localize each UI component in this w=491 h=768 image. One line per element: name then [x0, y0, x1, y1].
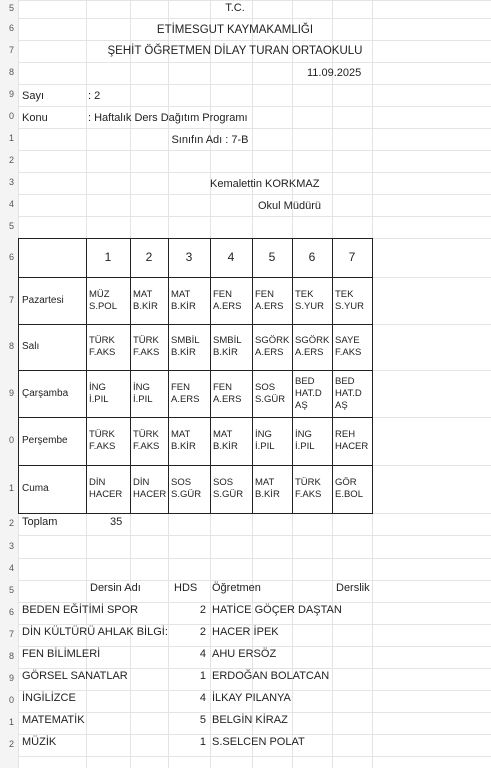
- period-number: 6: [308, 250, 316, 264]
- course-teacher: AHU ERSÖZ: [212, 648, 277, 660]
- lesson-cell[interactable]: [89, 477, 122, 501]
- lesson-cell[interactable]: [89, 429, 115, 453]
- lesson-text: F.AKS: [133, 441, 160, 452]
- lesson-text: MÜZ: [89, 288, 110, 300]
- lesson-text: TÜRK: [133, 429, 159, 440]
- row-number: 6: [8, 251, 14, 262]
- lesson-text: DİN: [133, 477, 150, 488]
- row-number: 9: [8, 89, 14, 99]
- table-border-h: [18, 465, 373, 466]
- lesson-text: S.POL: [89, 300, 117, 312]
- row-number: 8: [8, 67, 14, 77]
- lesson-text: İ.PIL: [89, 393, 109, 405]
- lesson-text: AŞ: [335, 399, 348, 411]
- lesson-text: HAT.D: [335, 387, 362, 399]
- lesson-text: MAT: [171, 429, 191, 440]
- gridline-h: [18, 624, 491, 625]
- lesson-cell[interactable]: [213, 477, 243, 501]
- lesson-cell[interactable]: [255, 382, 285, 406]
- lesson-text: FEN: [255, 288, 274, 300]
- period-number: 7: [348, 250, 356, 264]
- lesson-cell[interactable]: [171, 382, 200, 406]
- row-number: 2: [8, 518, 14, 528]
- gridline-h: [18, 558, 491, 559]
- lesson-text: S.GÜR: [213, 489, 244, 500]
- row-number: 0: [8, 695, 14, 705]
- lesson-text: FEN: [171, 381, 190, 393]
- lesson-text: SOS: [171, 477, 192, 488]
- lesson-cell[interactable]: [171, 477, 201, 501]
- table-border-h: [18, 513, 373, 514]
- lesson-text: B.KİR: [171, 441, 196, 452]
- course-hours: 2: [199, 604, 206, 616]
- header-school: ŞEHİT ÖĞRETMEN DİLAY TURAN ORTAOKULU: [107, 45, 363, 57]
- lesson-cell[interactable]: [255, 335, 289, 359]
- lesson-cell[interactable]: [295, 376, 322, 412]
- lesson-cell[interactable]: [213, 335, 242, 359]
- lesson-cell[interactable]: [171, 289, 196, 313]
- lesson-text: F.AKS: [89, 347, 116, 358]
- lesson-text: A.ERS: [213, 300, 242, 312]
- row-number: 6: [8, 607, 14, 617]
- konu-value: : Haftalık Ders Dağıtım Programı: [88, 112, 248, 124]
- lesson-text: HACER: [335, 441, 369, 452]
- lesson-cell[interactable]: [133, 335, 159, 359]
- gridline-h: [18, 128, 491, 129]
- row-number: 0: [8, 111, 14, 121]
- hours-header: HDS: [174, 582, 198, 594]
- course-teacher: BELGİN KİRAZ: [212, 714, 288, 726]
- table-border-v: [168, 238, 169, 513]
- gridline-h: [18, 602, 491, 603]
- table-border-h: [18, 417, 373, 418]
- table-border-h: [18, 324, 373, 325]
- table-border-v: [86, 238, 87, 513]
- lesson-cell[interactable]: [171, 335, 200, 359]
- lesson-text: İNG: [133, 381, 150, 393]
- lesson-cell[interactable]: [133, 382, 153, 406]
- lesson-text: SGÖRK: [255, 335, 290, 346]
- lesson-text: HACER: [133, 489, 167, 500]
- gridline-h: [18, 580, 491, 581]
- lesson-cell[interactable]: [213, 382, 242, 406]
- gridline-h: [18, 756, 491, 757]
- lesson-text: A.ERS: [255, 300, 284, 312]
- sayi-label: Sayı: [22, 90, 45, 102]
- lesson-cell[interactable]: [133, 429, 159, 453]
- row-number: 1: [8, 133, 14, 143]
- row-number: 6: [8, 23, 14, 33]
- lesson-text: SAYE: [335, 335, 360, 346]
- course-name: GÖRSEL SANATLAR: [22, 670, 128, 682]
- course-hours: 4: [199, 692, 206, 704]
- lesson-text: F.AKS: [89, 441, 116, 452]
- teacher-header: Öğretmen: [212, 582, 261, 594]
- lesson-text: B.KİR: [213, 347, 238, 358]
- lesson-text: S.GÜR: [255, 393, 286, 405]
- header-date: 11.09.2025: [307, 67, 362, 79]
- lesson-text: A.ERS: [255, 347, 284, 358]
- lesson-cell[interactable]: [335, 289, 364, 313]
- lesson-cell[interactable]: [133, 477, 166, 501]
- lesson-cell[interactable]: [255, 429, 275, 453]
- lesson-text: GÖR: [335, 477, 357, 488]
- table-border-v: [210, 238, 211, 513]
- lesson-cell[interactable]: [335, 429, 368, 453]
- principal-name: Kemalettin KORKMAZ: [210, 178, 320, 190]
- lesson-cell[interactable]: [335, 477, 363, 501]
- lesson-text: S.GÜR: [171, 489, 202, 500]
- header-district: ETİMESGUT KAYMAKAMLIĞI: [156, 24, 314, 36]
- total-label: Toplam: [22, 516, 58, 528]
- row-number: 5: [8, 3, 14, 13]
- lesson-text: MAT: [133, 288, 153, 300]
- lesson-cell[interactable]: [133, 289, 158, 313]
- lesson-text: S.YUR: [295, 300, 325, 312]
- lesson-text: B.KİR: [213, 441, 238, 452]
- lesson-text: B.KİR: [171, 300, 196, 312]
- lesson-text: SOS: [213, 477, 234, 488]
- row-number: 7: [8, 629, 14, 639]
- gridline-h: [18, 84, 491, 85]
- row-number: 1: [8, 483, 14, 493]
- course-name: İNGİLİZCE: [22, 692, 76, 704]
- course-name: DİN KÜLTÜRÜ AHLAK BİLGİ:: [22, 626, 168, 638]
- lesson-cell[interactable]: [295, 477, 321, 501]
- gridline-h: [18, 18, 491, 19]
- gridline-h: [18, 194, 491, 195]
- lesson-text: TÜRK: [89, 335, 115, 346]
- lesson-text: HAT.D: [295, 387, 322, 399]
- row-number: 8: [8, 341, 14, 351]
- lesson-text: HACER: [89, 489, 123, 500]
- lesson-text: FEN: [213, 381, 232, 393]
- lesson-text: MAT: [171, 288, 191, 300]
- lesson-cell[interactable]: [89, 289, 117, 313]
- row-number: 2: [8, 739, 14, 749]
- gridline-h: [18, 668, 491, 669]
- lesson-text: E.BOL: [335, 489, 363, 500]
- gridline-h: [18, 0, 491, 1]
- principal-title: Okul Müdürü: [258, 200, 321, 212]
- lesson-cell[interactable]: [335, 335, 361, 359]
- lesson-text: TEK: [295, 288, 314, 300]
- course-name: FEN BİLİMLERİ: [22, 648, 101, 660]
- lesson-cell[interactable]: [89, 335, 115, 359]
- course-teacher: HATİCE GÖÇER DAŞTAN: [212, 604, 342, 616]
- course-name: MÜZİK: [22, 736, 57, 748]
- lesson-text: F.AKS: [133, 347, 160, 358]
- lesson-text: İNG: [89, 381, 106, 393]
- row-number: 8: [8, 651, 14, 661]
- lesson-text: TÜRK: [89, 429, 115, 440]
- row-number: 1: [8, 717, 14, 727]
- course-teacher: S.SELCEN POLAT: [212, 736, 305, 748]
- lesson-text: A.ERS: [295, 347, 324, 358]
- room-header: Derslik: [336, 582, 370, 594]
- lesson-text: SOS: [255, 381, 276, 393]
- course-hours: 1: [199, 670, 206, 682]
- table-border-v: [292, 238, 293, 513]
- row-number: 2: [8, 155, 14, 165]
- row-number: 4: [8, 199, 14, 209]
- period-number: 1: [104, 250, 112, 264]
- day-label: Çarşamba: [22, 387, 69, 399]
- lesson-cell[interactable]: [213, 429, 238, 453]
- konu-label: Konu: [22, 112, 48, 124]
- lesson-text: TÜRK: [133, 335, 159, 346]
- lesson-text: TÜRK: [295, 477, 321, 488]
- row-number: 3: [8, 540, 14, 551]
- lesson-text: SGÖRK: [295, 335, 330, 346]
- lesson-text: SMBİL: [213, 335, 242, 346]
- day-label: Salı: [22, 341, 40, 352]
- gridline-h: [18, 712, 491, 713]
- lesson-text: BED: [295, 375, 315, 387]
- row-number: 5: [8, 221, 14, 231]
- lesson-text: FEN: [213, 288, 232, 300]
- course-name: BEDEN EĞİTİMİ SPOR: [22, 604, 139, 616]
- day-label: Cuma: [22, 483, 49, 494]
- schedule-table: [18, 238, 373, 513]
- lesson-text: A.ERS: [213, 393, 242, 405]
- period-number: 5: [268, 250, 276, 264]
- lesson-text: REH: [335, 429, 356, 440]
- lesson-text: F.AKS: [335, 347, 362, 358]
- lesson-text: S.YUR: [335, 300, 365, 312]
- table-border-h: [18, 370, 373, 371]
- table-border-h: [18, 238, 373, 239]
- table-border-v: [252, 238, 253, 513]
- lesson-text: B.KİR: [171, 347, 196, 358]
- lesson-text: B.KİR: [255, 489, 280, 500]
- course-hours: 1: [199, 736, 206, 748]
- lesson-cell[interactable]: [335, 376, 362, 412]
- lesson-cell[interactable]: [255, 477, 280, 501]
- period-number: 3: [185, 250, 193, 264]
- row-number: 7: [8, 45, 14, 55]
- gridline-h: [18, 535, 491, 536]
- lesson-text: DİN: [89, 477, 106, 488]
- lesson-text: İ.PIL: [133, 393, 153, 405]
- lesson-text: A.ERS: [171, 393, 200, 405]
- lesson-text: MAT: [213, 429, 233, 440]
- lesson-text: İ.PIL: [295, 441, 315, 452]
- table-border-v: [332, 238, 333, 513]
- total-value: 35: [110, 516, 123, 528]
- period-number: 4: [227, 250, 235, 264]
- gridline-h: [18, 734, 491, 735]
- course-hours: 2: [199, 626, 206, 638]
- table-border-h: [18, 277, 373, 278]
- course-teacher: HACER İPEK: [212, 626, 279, 638]
- gridline-h: [18, 172, 491, 173]
- table-border-v: [372, 238, 373, 513]
- course-teacher: ERDOĞAN BOLATCAN: [212, 670, 330, 682]
- course-hours: 4: [199, 648, 206, 660]
- course-hours: 5: [199, 714, 206, 726]
- table-border-v: [18, 238, 19, 513]
- lesson-cell[interactable]: [89, 382, 109, 406]
- course-name: MATEMATİK: [22, 714, 85, 726]
- course-teacher: İLKAY PILANYA: [212, 692, 291, 704]
- row-number: 7: [8, 294, 14, 305]
- lesson-text: F.AKS: [295, 489, 322, 500]
- lesson-text: B.KİR: [133, 300, 158, 312]
- lesson-text: İ.PIL: [255, 441, 275, 452]
- gridline-h: [18, 106, 491, 107]
- lesson-cell[interactable]: [295, 429, 315, 453]
- gridline-h: [18, 40, 491, 41]
- gridline-h: [18, 216, 491, 217]
- lesson-cell[interactable]: [171, 429, 196, 453]
- table-border-v: [130, 238, 131, 513]
- lesson-text: İNG: [255, 429, 272, 440]
- lesson-text: MAT: [255, 477, 275, 488]
- lesson-cell[interactable]: [295, 335, 329, 359]
- day-label: Perşembe: [22, 435, 68, 446]
- gridline-h: [18, 150, 491, 151]
- gridline-h: [18, 690, 491, 691]
- lesson-text: SMBİL: [171, 335, 200, 346]
- row-number: 0: [8, 435, 14, 445]
- class-label: Sınıfın Adı : 7-B: [171, 134, 249, 146]
- row-number: 5: [8, 585, 14, 595]
- lesson-text: TEK: [335, 288, 354, 300]
- row-number: 3: [8, 177, 14, 187]
- lesson-cell[interactable]: [255, 289, 284, 313]
- course-header: Dersin Adı: [90, 582, 141, 594]
- gridline-h: [18, 646, 491, 647]
- period-number: 2: [145, 250, 153, 264]
- row-number: 9: [8, 387, 14, 398]
- sayi-value: : 2: [88, 90, 101, 102]
- lesson-cell[interactable]: [213, 289, 242, 313]
- lesson-text: AŞ: [295, 399, 308, 411]
- row-number: 9: [8, 673, 14, 683]
- lesson-text: İNG: [295, 429, 312, 440]
- day-label: Pazartesi: [22, 294, 64, 306]
- header-tc: T.C.: [225, 2, 245, 14]
- row-number: 4: [8, 563, 14, 573]
- gridline-h: [18, 62, 491, 63]
- lesson-text: BED: [335, 375, 355, 387]
- lesson-cell[interactable]: [295, 289, 324, 313]
